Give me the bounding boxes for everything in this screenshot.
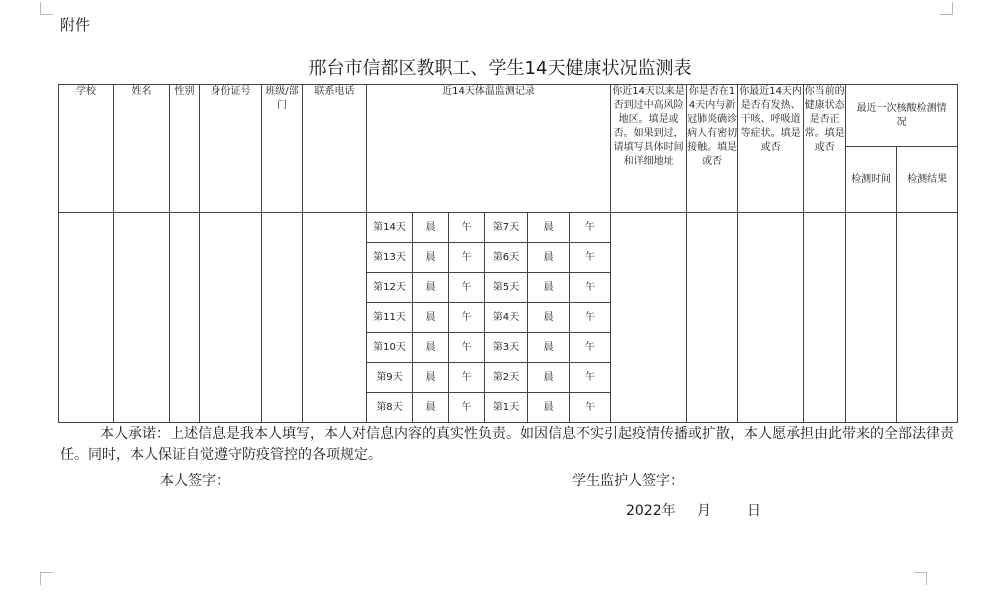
day-label: 第13天 xyxy=(367,243,413,273)
morning-label: 晨 xyxy=(413,393,449,423)
health-monitoring-table xyxy=(58,84,958,423)
attachment-label: 附件 xyxy=(60,16,91,34)
afternoon-label: 午 xyxy=(570,243,611,273)
day-label: 第9天 xyxy=(367,363,413,393)
morning-label: 晨 xyxy=(413,333,449,363)
day-label: 第1天 xyxy=(485,393,528,423)
morning-label: 晨 xyxy=(413,363,449,393)
guardian-signature-label: 学生监护人签字： xyxy=(572,473,684,489)
cell-name[interactable] xyxy=(114,213,170,423)
day-label: 第2天 xyxy=(485,363,528,393)
afternoon-label: 午 xyxy=(449,273,485,303)
morning-label: 晨 xyxy=(413,243,449,273)
cell-class-dept[interactable] xyxy=(262,213,303,423)
morning-label: 晨 xyxy=(528,363,570,393)
crop-mark-bottom-right xyxy=(914,572,927,585)
header-class-dept: 班级/部门 xyxy=(262,85,303,213)
header-close-contact-question: 你是否在14天内与新冠肺炎确诊病人有密切接触。填是或否 xyxy=(687,85,738,213)
header-risk-area-question: 你近14天以来是否到过中高风险地区。填是或否。如果到过，请填写具体时间和详细地址 xyxy=(611,85,687,213)
day-label: 第4天 xyxy=(485,303,528,333)
morning-label: 晨 xyxy=(528,243,570,273)
document-title: 邢台市信都区教职工、学生14天健康状况监测表 xyxy=(308,58,692,79)
header-nucleic-test-group: 最近一次核酸检测情况 xyxy=(846,85,958,147)
cell-close-contact-answer[interactable] xyxy=(687,213,738,423)
commitment-statement: 本人承诺：上述信息是我本人填写，本人对信息内容的真实性负责。如因信息不实引起疫情传播或扩散，本人愿承担由此带来的全部法律责任。同时，本人保证自觉遵守防疫管控的各项规定。 xyxy=(60,426,954,463)
day-label: 第8天 xyxy=(367,393,413,423)
morning-label: 晨 xyxy=(528,333,570,363)
date-month: 月 xyxy=(697,503,711,519)
morning-label: 晨 xyxy=(528,273,570,303)
cell-id-number[interactable] xyxy=(200,213,262,423)
date-year: 2022年 xyxy=(626,503,676,519)
afternoon-label: 午 xyxy=(570,273,611,303)
afternoon-label: 午 xyxy=(449,393,485,423)
crop-mark-top-right xyxy=(940,2,953,15)
header-test-time: 检测时间 xyxy=(846,147,897,213)
morning-label: 晨 xyxy=(413,213,449,243)
afternoon-label: 午 xyxy=(449,333,485,363)
header-health-status-question: 你当前的健康状态是否正常。填是或否 xyxy=(804,85,846,213)
morning-label: 晨 xyxy=(528,303,570,333)
day-label: 第3天 xyxy=(485,333,528,363)
day-label: 第11天 xyxy=(367,303,413,333)
cell-school[interactable] xyxy=(59,213,114,423)
day-label: 第10天 xyxy=(367,333,413,363)
afternoon-label: 午 xyxy=(570,393,611,423)
afternoon-label: 午 xyxy=(449,213,485,243)
day-label: 第12天 xyxy=(367,273,413,303)
header-id-number: 身份证号 xyxy=(200,85,262,213)
header-school: 学校 xyxy=(59,85,114,213)
cell-test-result[interactable] xyxy=(897,213,958,423)
day-label: 第7天 xyxy=(485,213,528,243)
afternoon-label: 午 xyxy=(570,363,611,393)
header-test-result: 检测结果 xyxy=(897,147,958,213)
date-day: 日 xyxy=(747,503,761,519)
morning-label: 晨 xyxy=(528,393,570,423)
cell-risk-area-answer[interactable] xyxy=(611,213,687,423)
header-phone: 联系电话 xyxy=(303,85,367,213)
cell-symptoms-answer[interactable] xyxy=(738,213,804,423)
afternoon-label: 午 xyxy=(570,303,611,333)
day-label: 第6天 xyxy=(485,243,528,273)
afternoon-label: 午 xyxy=(570,333,611,363)
morning-label: 晨 xyxy=(528,213,570,243)
cell-test-time[interactable] xyxy=(846,213,897,423)
header-name: 姓名 xyxy=(114,85,170,213)
header-symptoms-question: 你最近14天内是否有发热、干咳、呼吸道等症状。填是或否 xyxy=(738,85,804,213)
afternoon-label: 午 xyxy=(449,303,485,333)
header-gender: 性别 xyxy=(170,85,200,213)
crop-mark-bottom-left xyxy=(40,572,53,585)
cell-phone[interactable] xyxy=(303,213,367,423)
self-signature-label: 本人签字： xyxy=(160,473,230,489)
morning-label: 晨 xyxy=(413,273,449,303)
header-temperature-record: 近14天体温监测记录 xyxy=(367,85,611,213)
afternoon-label: 午 xyxy=(449,243,485,273)
afternoon-label: 午 xyxy=(570,213,611,243)
crop-mark-top-left xyxy=(40,2,53,15)
cell-health-status-answer[interactable] xyxy=(804,213,846,423)
morning-label: 晨 xyxy=(413,303,449,333)
day-label: 第5天 xyxy=(485,273,528,303)
afternoon-label: 午 xyxy=(449,363,485,393)
day-label: 第14天 xyxy=(367,213,413,243)
cell-gender[interactable] xyxy=(170,213,200,423)
